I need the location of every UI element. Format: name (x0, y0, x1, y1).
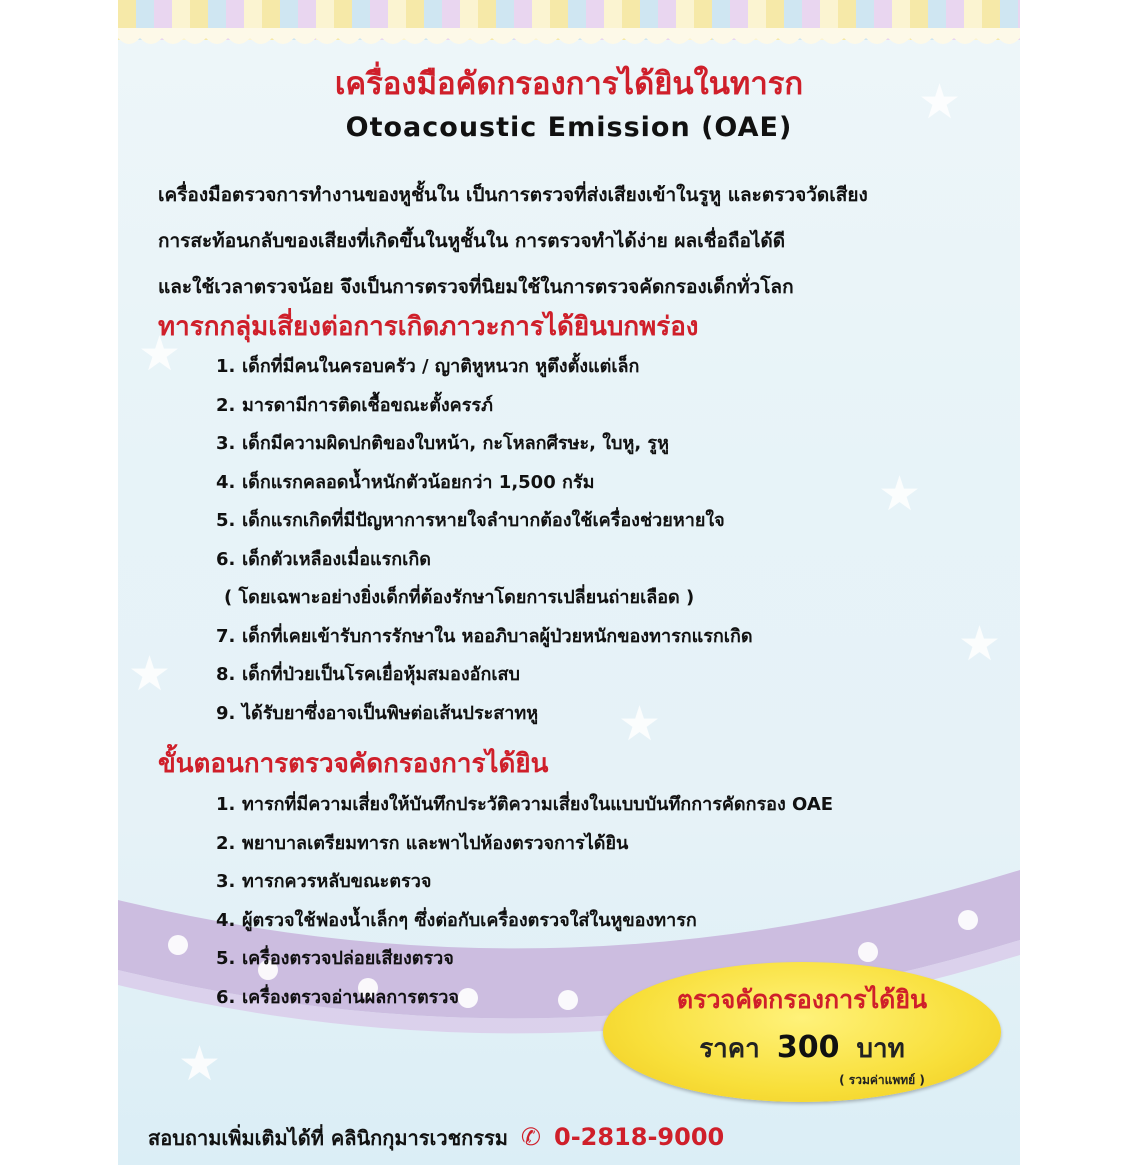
intro-line: และใช้เวลาตรวจน้อย จึงเป็นการตรวจที่นิยมใช้ในการตรวจคัดกรองเด็กทั่วโลก (158, 276, 794, 298)
list-item: 8. เด็กที่ป่วยเป็นโรคเยื่อหุ้มสมองอักเสบ (216, 664, 520, 685)
list-item-note: ( โดยเฉพาะอย่างยิ่งเด็กที่ต้องรักษาโดยการเปลี่ยนถ่ายเลือด ) (224, 587, 695, 608)
star-icon: ★ (178, 1036, 222, 1092)
page-subtitle: Otoacoustic Emission (OAE) (345, 112, 793, 143)
intro-line: เครื่องมือตรวจการทำงานของหูชั้นใน เป็นการตรวจที่ส่งเสียงเข้าในรูหู และตรวจวัดเสียง (158, 184, 868, 206)
page-title: เครื่องมือคัดกรองการได้ยินในทารก (334, 66, 804, 102)
contact-label: สอบถามเพิ่มเติมได้ที่ คลินิกกุมารเวชกรรม (148, 1126, 508, 1150)
intro-line: การสะท้อนกลับของเสียงที่เกิดขึ้นในหูชั้นใน การตรวจทำได้ง่าย ผลเชื่อถือได้ดี (158, 230, 786, 252)
star-icon: ★ (878, 466, 922, 522)
price-line (603, 1028, 1001, 1069)
price-title: ตรวจคัดกรองการได้ยิน (676, 985, 928, 1014)
star-icon: ★ (138, 326, 182, 382)
list-item: 2. มารดามีการติดเชื้อขณะตั้งครรภ์ (216, 394, 493, 416)
price-amount: 300 (776, 1030, 840, 1065)
star-icon: ★ (128, 646, 172, 702)
price-note: ( รวมค่าแพทย์ ) (839, 1073, 925, 1087)
list-item: 2. พยาบาลเตรียมทารก และพาไปห้องตรวจการได้ยิน (216, 832, 629, 854)
intro-paragraph (158, 172, 980, 310)
list-item: 6. เครื่องตรวจอ่านผลการตรวจ (216, 986, 459, 1008)
list-item: 4. เด็กแรกคลอดน้ำหนักตัวน้อยกว่า 1,500 กรัม (216, 471, 595, 493)
price-unit: บาท (856, 1034, 905, 1064)
phone-icon: ✆ (520, 1123, 542, 1151)
list-item: 1. เด็กที่มีคนในครอบครัว / ญาติหูหนวก หูตึงตั้งแต่เล็ก (216, 356, 640, 377)
list-item: 5. เด็กแรกเกิดที่มีปัญหาการหายใจลำบากต้องใช้เครื่องช่วยหายใจ (216, 510, 725, 531)
star-icon: ★ (618, 696, 662, 752)
list-item: 6. เด็กตัวเหลืองเมื่อแรกเกิด (216, 548, 431, 570)
star-icon: ★ (958, 616, 1002, 672)
scallop-border (118, 28, 1020, 54)
list-item: 9. ได้รับยาซึ่งอาจเป็นพิษต่อเส้นประสาทหู (216, 702, 539, 724)
list-item: 5. เครื่องตรวจปล่อยเสียงตรวจ (216, 948, 454, 969)
list-item: 4. ผู้ตรวจใช้ฟองน้ำเล็กๆ ซึ่งต่อกับเครื่องตรวจใส่ในหูของทารก (216, 909, 697, 931)
list-item: 3. ทารกควรหลับขณะตรวจ (216, 871, 432, 892)
risk-list (216, 348, 753, 733)
contact-phone[interactable]: 0-2818-9000 (554, 1123, 725, 1151)
risk-heading: ทารกกลุ่มเสี่ยงต่อการเกิดภาวะการได้ยินบกพร่อง (158, 312, 699, 342)
price-badge (603, 962, 1001, 1102)
list-item: 7. เด็กที่เคยเข้ารับการรักษาใน หออภิบาลผู้ป่วยหนักของทารกแรกเกิด (216, 625, 753, 647)
list-item: 3. เด็กมีความผิดปกติของใบหน้า, กะโหลกศีรษะ, ใบหู, รูหู (216, 433, 669, 454)
steps-heading: ขั้นตอนการตรวจคัดกรองการได้ยิน (158, 749, 549, 779)
contact-line (148, 1122, 724, 1154)
list-item: 1. ทารกที่มีความเสี่ยงให้บันทึกประวัติความเสี่ยงในแบบบันทึกการคัดกรอง OAE (216, 794, 834, 815)
star-icon: ★ (918, 74, 962, 130)
poster (118, 0, 1020, 1165)
price-prefix: ราคา (699, 1034, 760, 1064)
